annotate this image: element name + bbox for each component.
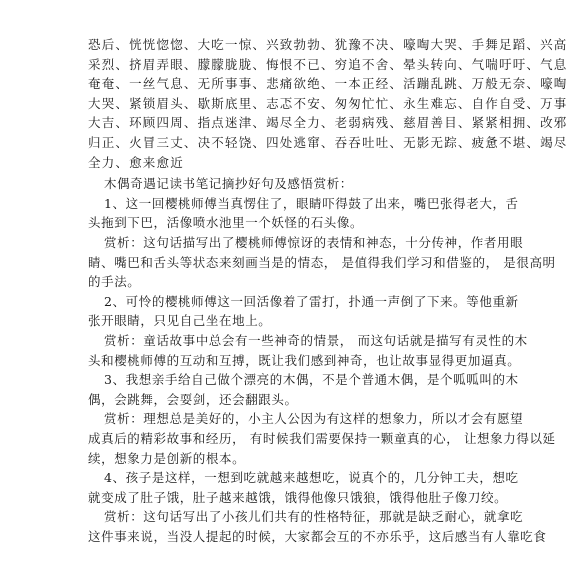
text-line: 2、可怜的樱桃师傅这一回活像着了雷打，扑通一声倒了下来。等他重新 — [104, 294, 519, 309]
text-line: 赏析：这句话描写出了樱桃师傅惊讶的表情和神态，十分传神，作者用眼 — [104, 235, 524, 250]
text-line: 恐后、恍恍惚惚、大吃一惊、兴致勃勃、犹豫不决、嚎啕大哭、手舞足蹈、兴高 — [88, 37, 568, 52]
text-line: 全力、愈来愈近 — [88, 155, 184, 170]
text-line: 续，想象力是创新的根本。 — [88, 451, 246, 466]
text-line: 奄奄、一丝气息、无所事事、悲痛欲绝、一本正经、活蹦乱跳、万般无奈、嚎啕 — [88, 76, 568, 91]
text-line: 赏析：理想总是美好的，小主人公因为有这样的想象力，所以才会有愿望 — [104, 411, 524, 426]
text-line: 赏析：童话故事中总会有一些神奇的情景， 而这句话就是描写有灵性的木 — [104, 333, 528, 348]
text-line: 4、孩子是这样，一想到吃就越来越想吃，说真个的，几分钟工夫，想吃 — [104, 470, 519, 485]
text-line: 张开眼睛，只见自己坐在地上。 — [88, 313, 272, 328]
text-line: 3、我想亲手给自己做个漂亮的木偶，不是个普通木偶，是个呱呱叫的木 — [104, 372, 519, 387]
text-line: 头和樱桃师傅的互动和互搏，既让我们感到神奇，也让故事显得更加逼真。 — [88, 353, 521, 368]
text-line: 赏析：这句话写出了小孩儿们共有的性格特征，那就是缺乏耐心，就拿吃 — [104, 509, 524, 524]
text-line: 成真后的精彩故事和经历， 有时候我们需要保持一颗童真的心， 让想象力得以延 — [88, 431, 556, 446]
text-line: 的手法。 — [88, 274, 141, 289]
text-line: 就变成了肚子饿，肚子越来越饿，饿得他像只饿狼，饿得他肚子像刀绞。 — [88, 490, 508, 505]
text-line: 归正、火冒三丈、决不轻饶、四处逃窜、吞吞吐吐、无影无踪、疲惫不堪、竭尽 — [88, 135, 568, 150]
text-line: 偶，会跳舞，会耍剑，还会翻跟头。 — [88, 392, 298, 407]
text-line: 睛、嘴巴和舌头等状态来刻画当是的情态， 是值得我们学习和借鉴的， 是很高明 — [88, 255, 556, 270]
text-line: 大吉、环顾四周、指点迷津、竭尽全力、老弱病残、慈眉善目、紧紧相拥、改邪 — [88, 115, 568, 130]
text-line: 这件事来说，当没人提起的时候，大家都会互的不亦乐乎，这后感当有人靠吃食 — [88, 529, 547, 544]
text-line: 大哭、紧锁眉头、歇斯底里、志忑不安、匆匆忙忙、永生难忘、自作自受、万事 — [88, 96, 568, 111]
text-line: 头拖到下巴，活像喷水池里一个妖怪的石头像。 — [88, 215, 364, 230]
text-line: 采烈、挤眉弄眼、朦朦胧胧、悔恨不已、穷追不舍、晕头转向、气喘吁吁、气息 — [88, 57, 568, 72]
section-heading: 木偶奇遇记读书笔记摘抄好句及感悟赏析： — [104, 176, 353, 191]
text-line: 1、这一回樱桃师傅当真愣住了，眼睛吓得鼓了出来，嘴巴张得老大，舌 — [104, 196, 519, 211]
